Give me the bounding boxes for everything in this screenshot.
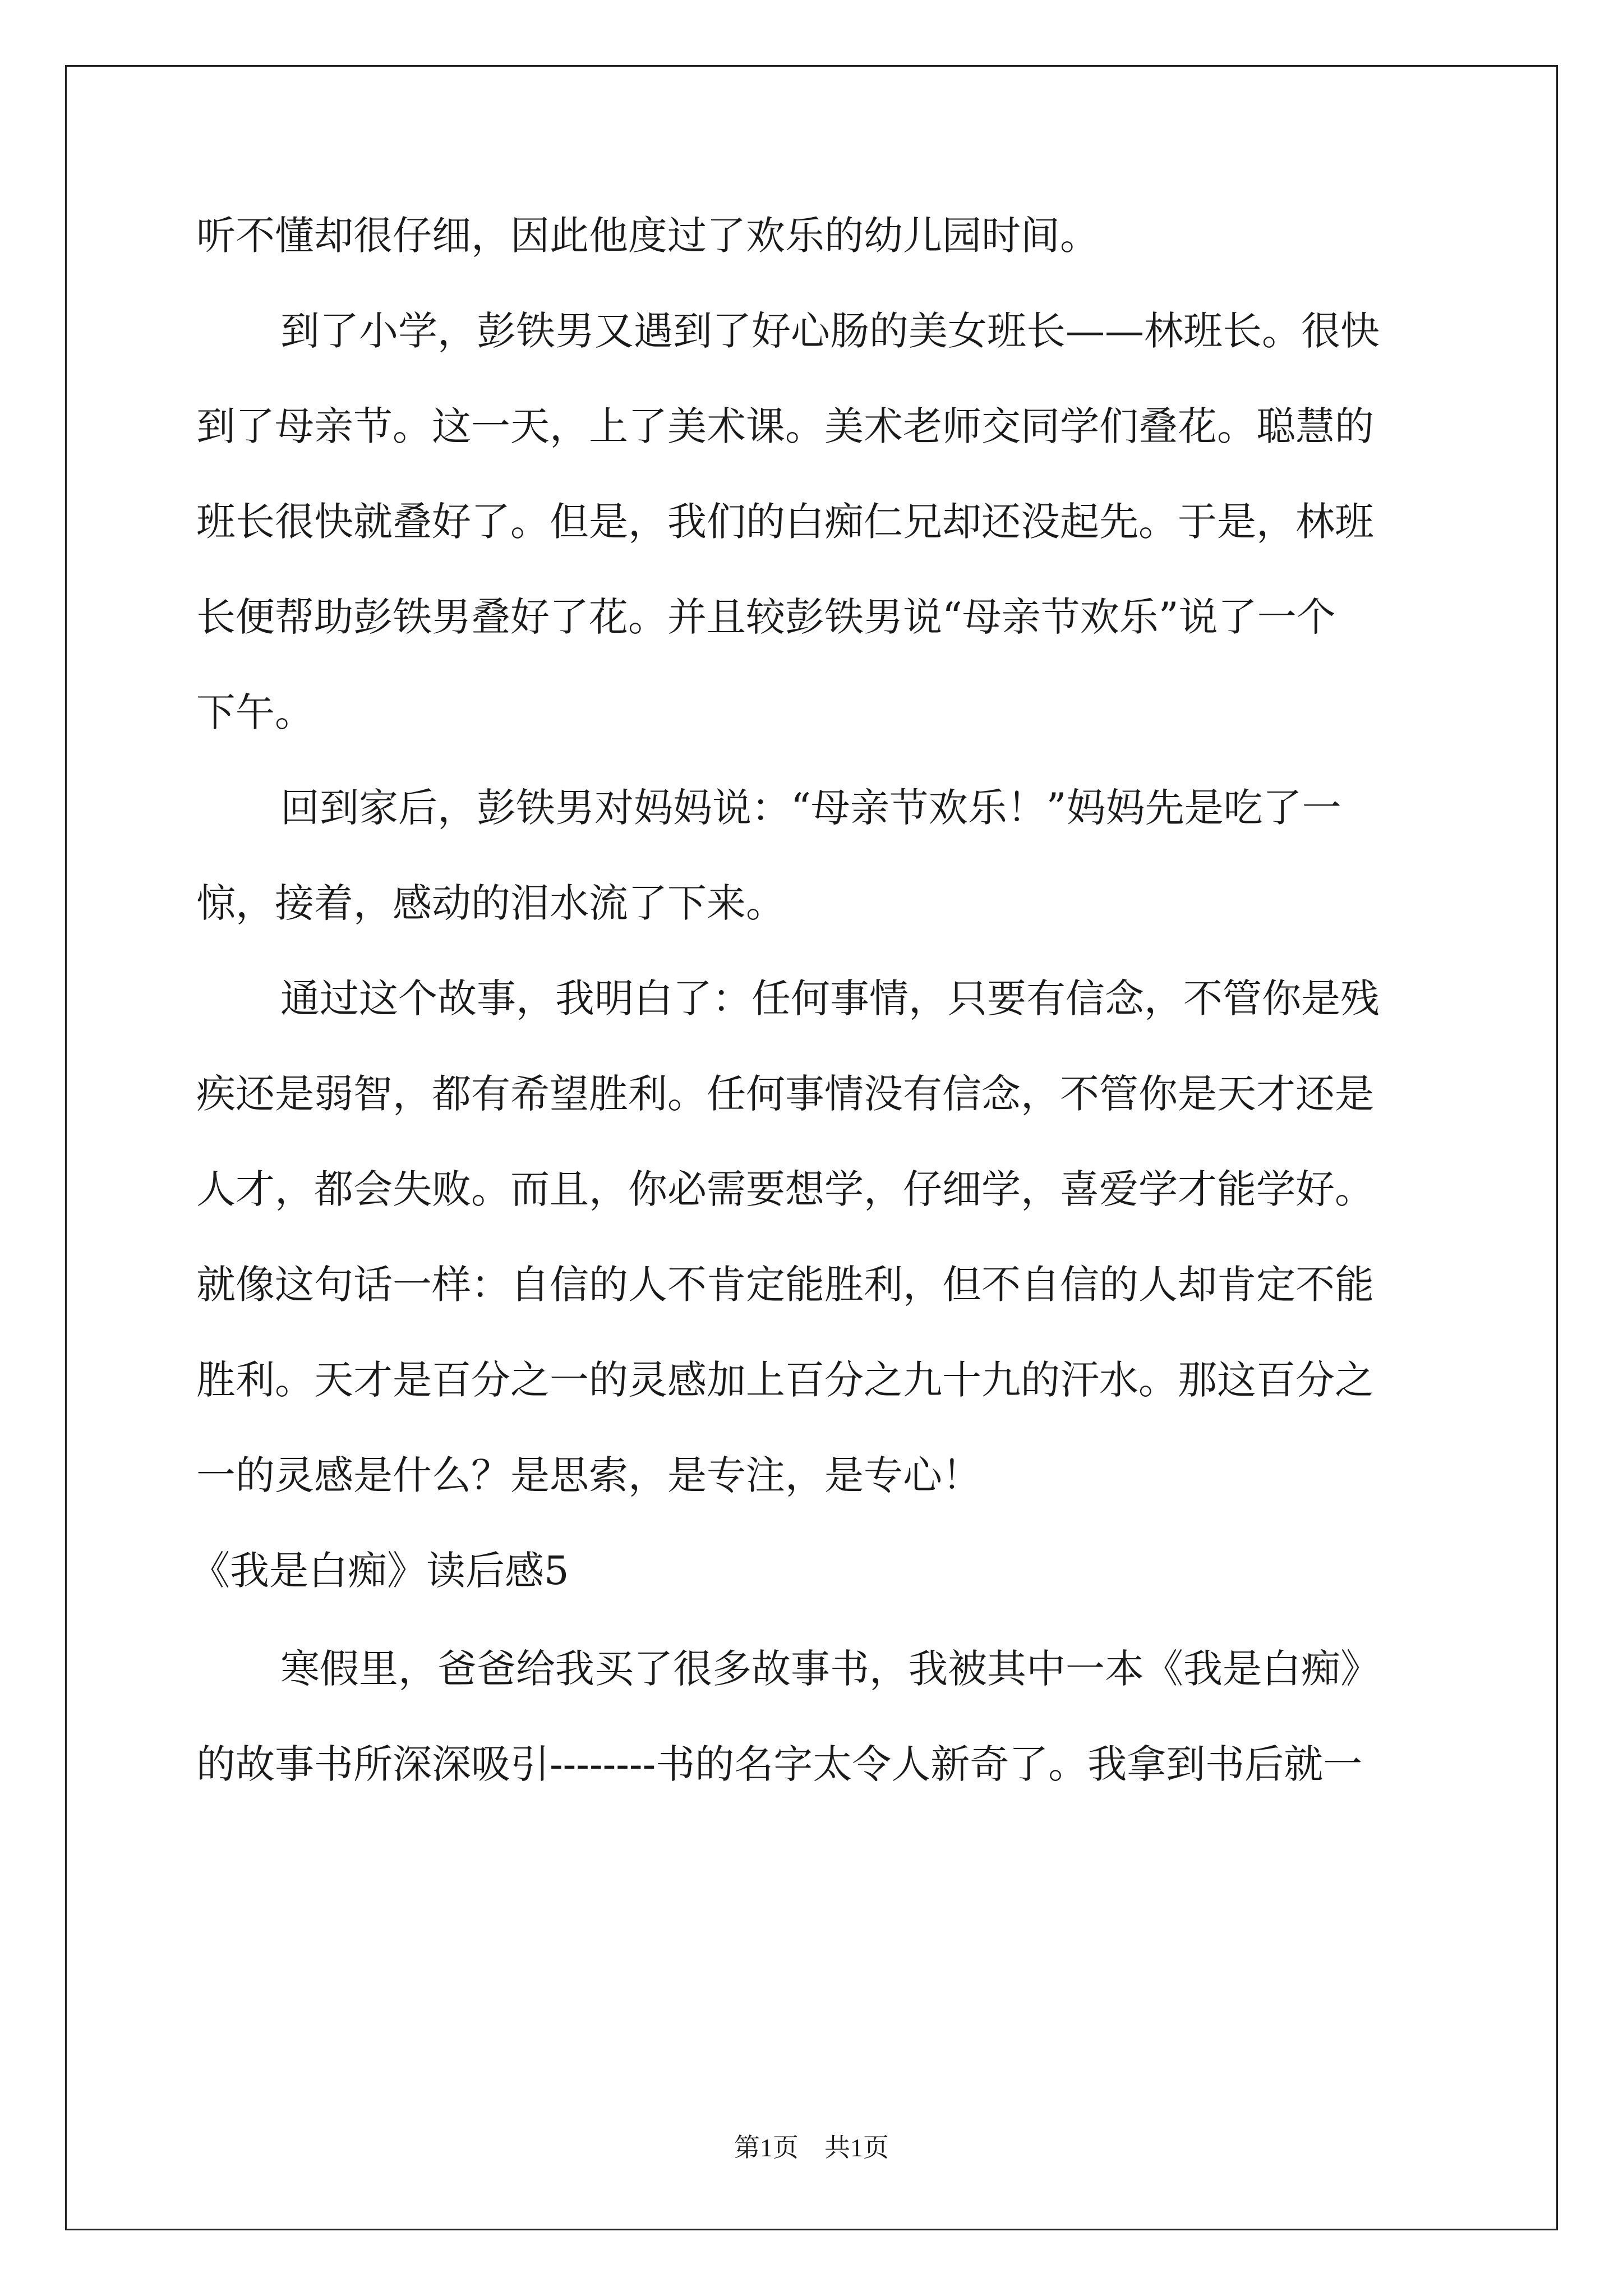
page-border	[65, 65, 1558, 2230]
paragraph-line: 疾还是弱智，都有希望胜利。任何事情没有信念，不管你是天才还是	[196, 1071, 1374, 1117]
section-heading: 《我是白痴》读后感5	[191, 1548, 569, 1594]
paragraph-line: 一的灵感是什么？是思索，是专注，是专心！	[196, 1452, 981, 1498]
page-number-footer: 第1页 共1页	[734, 2133, 889, 2162]
paragraph-line: 就像这句话一样：自信的人不肯定能胜利，但不自信的人却肯定不能	[196, 1262, 1374, 1308]
paragraph-line: 班长很快就叠好了。但是，我们的白痴仁兄却还没起先。于是，林班	[196, 499, 1374, 545]
paragraph-line: 的故事书所深深吸引--------书的名字太令人新奇了。我拿到书后就一	[196, 1741, 1363, 1787]
paragraph-line: 下午。	[196, 689, 314, 735]
paragraph-line: 听不懂却很仔细，因此他度过了欢乐的幼儿园时间。	[196, 213, 1099, 259]
paragraph-line: 回到家后，彭铁男对妈妈说：“母亲节欢乐！”妈妈先是吃了一	[280, 785, 1341, 831]
paragraph-line: 寒假里，爸爸给我买了很多故事书，我被其中一本《我是白痴》	[280, 1646, 1380, 1692]
paragraph-line: 长便帮助彭铁男叠好了花。并且较彭铁男说“母亲节欢乐”说了一个	[196, 594, 1336, 640]
paragraph-line: 胜利。天才是百分之一的灵感加上百分之九十九的汗水。那这百分之	[196, 1357, 1374, 1403]
paragraph-line: 到了母亲节。这一天，上了美术课。美术老师交同学们叠花。聪慧的	[196, 403, 1374, 449]
paragraph-line: 人才，都会失败。而且，你必需要想学，仔细学，喜爱学才能学好。	[196, 1166, 1374, 1212]
paragraph-line: 通过这个故事，我明白了：任何事情，只要有信念，不管你是残	[280, 976, 1380, 1022]
paragraph-line: 惊，接着，感动的泪水流了下来。	[196, 880, 785, 926]
paragraph-line: 到了小学，彭铁男又遇到了好心肠的美女班长——林班长。很快	[280, 308, 1380, 354]
